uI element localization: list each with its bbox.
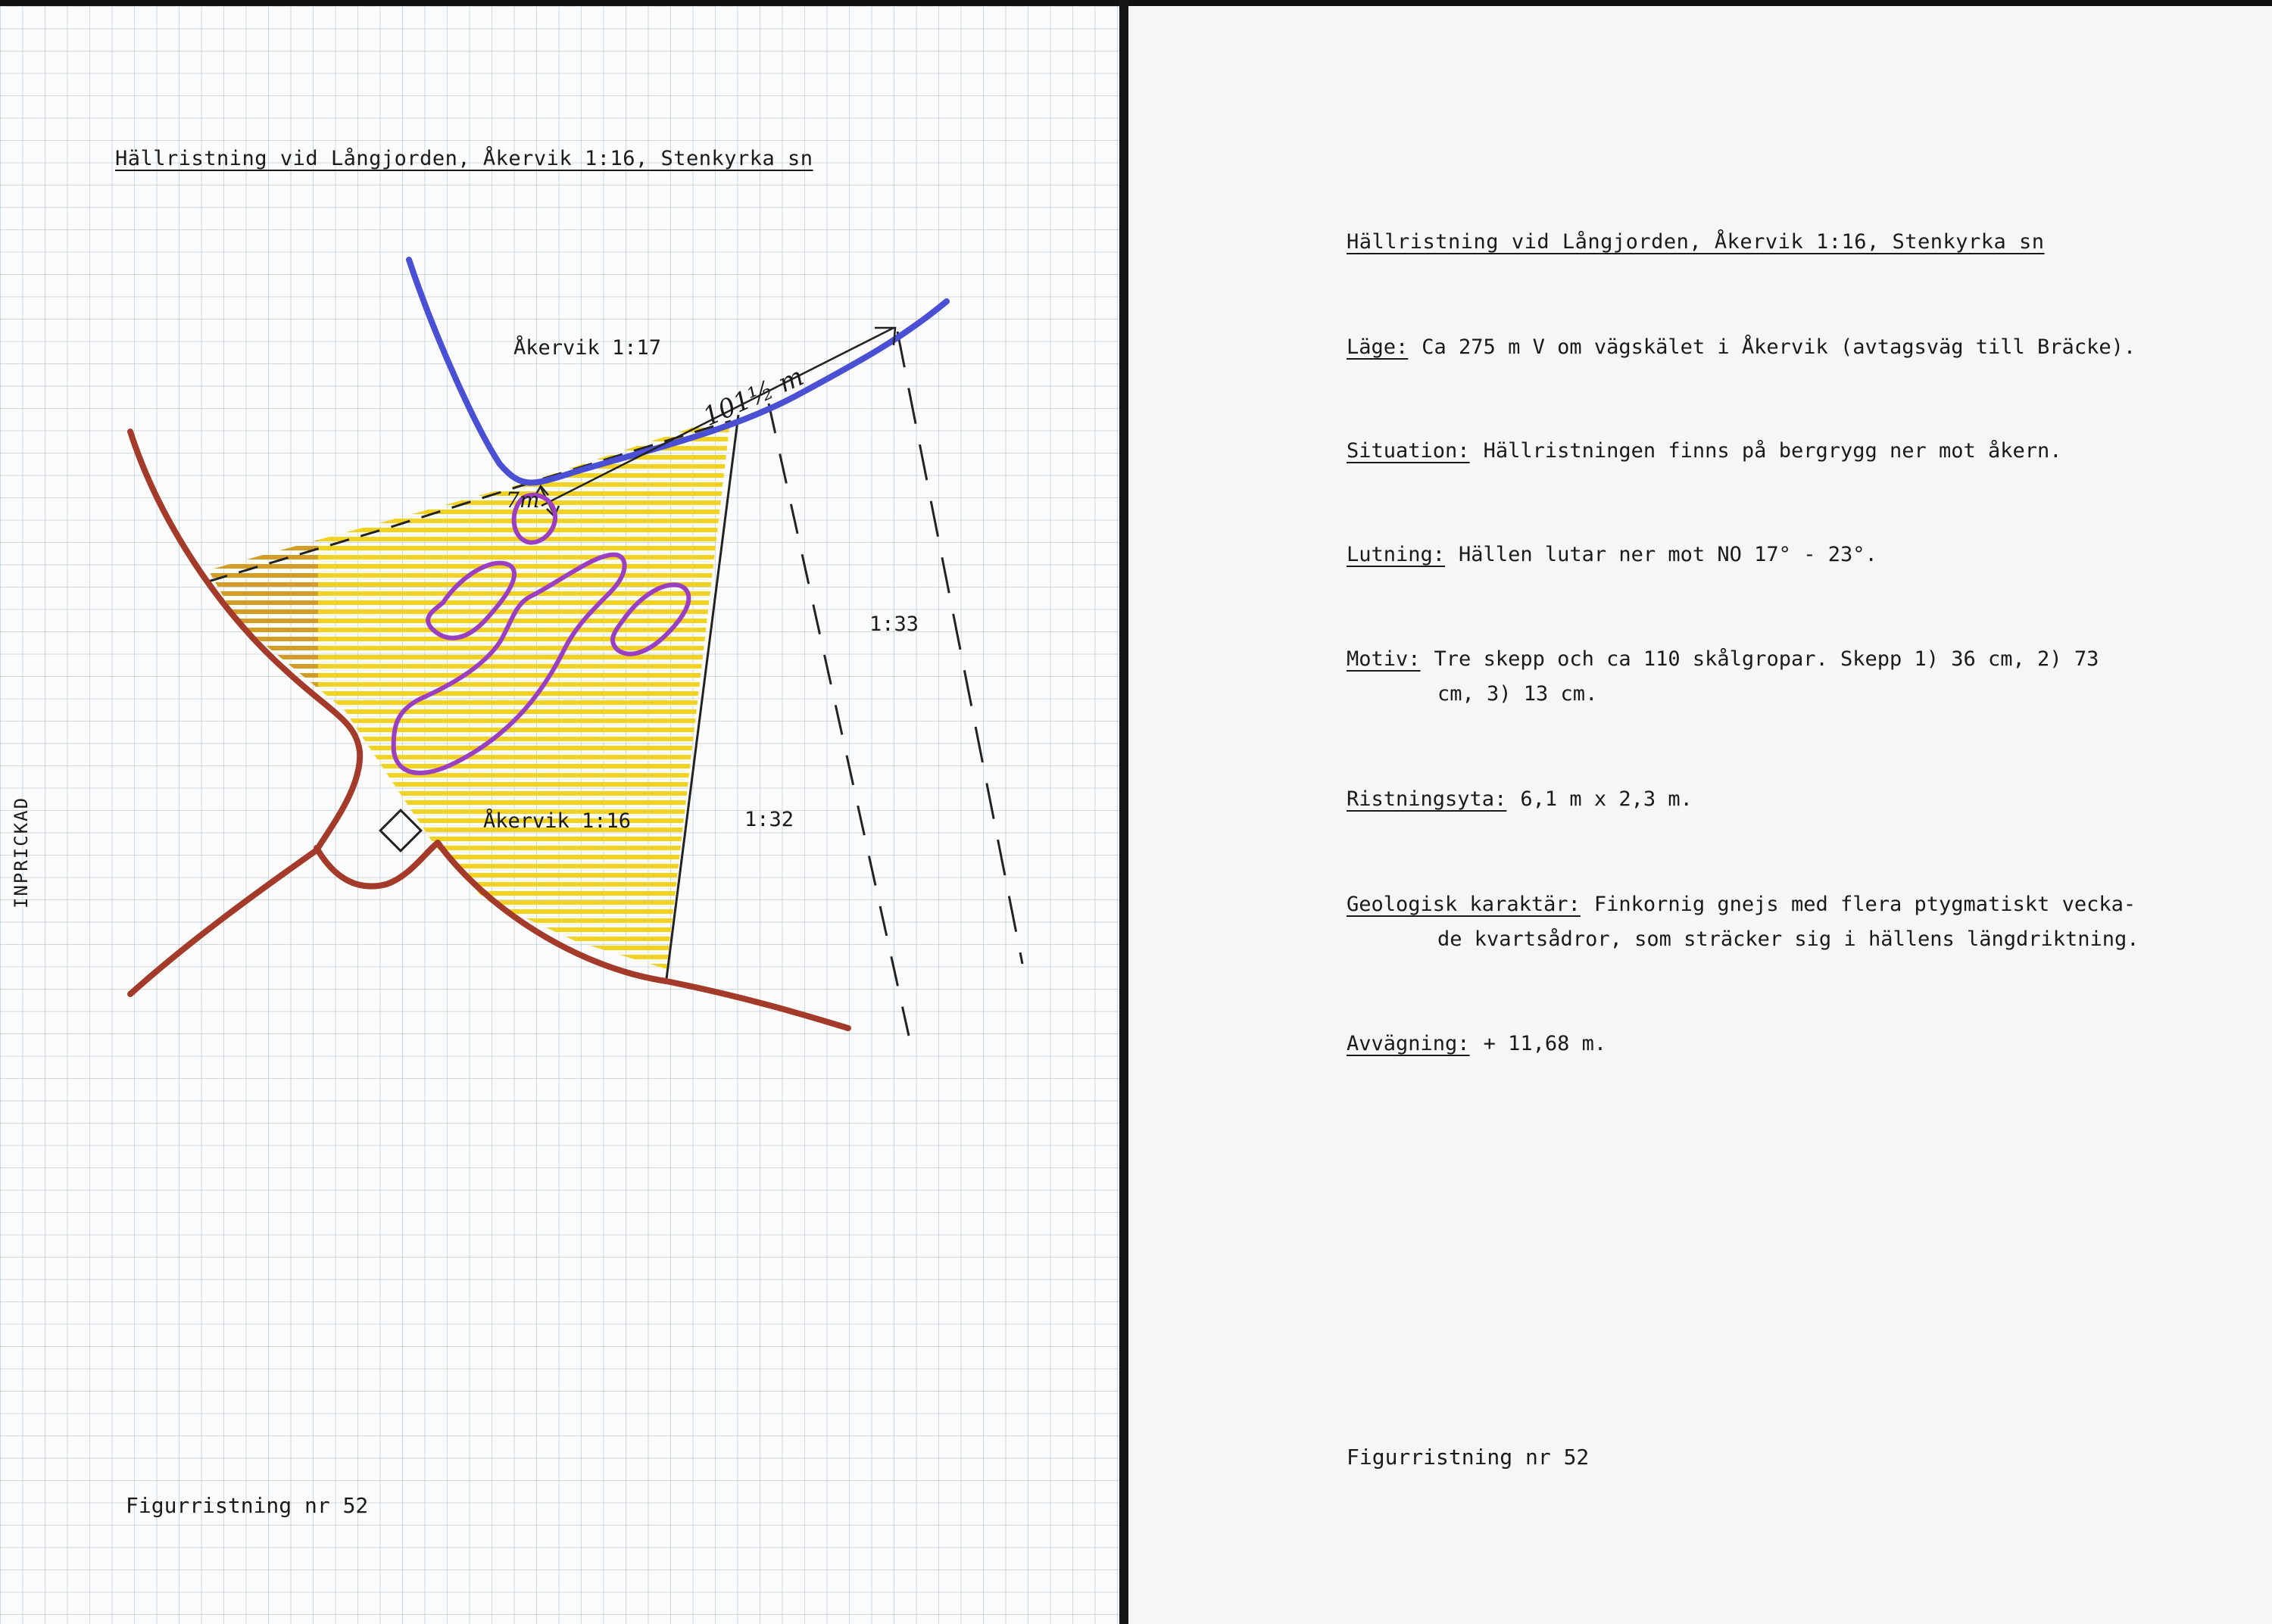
field-geologisk <box>1347 887 2240 957</box>
field-lage-value: Ca 275 m V om vägskälet i Åkervik (avtagsväg till Bräcke). <box>1422 335 2136 359</box>
site-sketch-map <box>0 6 1119 1624</box>
red-road-loop <box>317 843 438 887</box>
area-edge-line <box>666 415 738 979</box>
field-ristningsyta-label: Ristningsyta: <box>1347 787 1507 811</box>
field-lutning <box>1347 538 2240 572</box>
figure-number: Figurristning nr 52 <box>126 1493 369 1518</box>
top-edge <box>0 0 2272 6</box>
field-ristningsyta <box>1347 782 2240 817</box>
field-situation-label: Situation: <box>1347 439 1470 463</box>
label-akervik-117: Åkervik 1:17 <box>513 336 662 360</box>
label-akervik-116: Åkervik 1:16 <box>483 809 632 833</box>
field-lutning-label: Lutning: <box>1347 543 1446 566</box>
field-geologisk-value-1: Finkornig gnejs med flera ptygmatiskt vecka- <box>1593 893 2136 916</box>
label-distance-short: 7m <box>506 488 540 513</box>
field-geologisk-label: Geologisk karaktär: <box>1347 893 1581 916</box>
label-133: 1:33 <box>869 613 919 636</box>
description-title: Hällristning vid Långjorden, Åkervik 1:16, Stenkyrka sn <box>1347 230 2045 254</box>
field-ristningsyta-value: 6,1 m x 2,3 m. <box>1520 787 1693 811</box>
page-title: Hällristning vid Långjorden, Åkervik 1:16, Stenkyrka sn <box>115 147 813 170</box>
field-motiv-value-1: Tre skepp och ca 110 skålgropar. Skepp 1) 36 cm, 2) 73 <box>1434 647 2099 671</box>
field-avvagning-label: Avvägning: <box>1347 1032 1470 1055</box>
field-lutning-value: Hällen lutar ner mot NO 17° - 23°. <box>1459 543 1877 566</box>
red-road-lower-right <box>438 843 848 1028</box>
field-motiv-label: Motiv: <box>1347 647 1421 671</box>
field-motiv-value-2: cm, 3) 13 cm. <box>1437 682 1598 706</box>
dashed-line-132 <box>769 404 909 1036</box>
field-lage-label: Läge: <box>1347 335 1409 359</box>
field-geologisk-value-2: de kvartsådror, som sträcker sig i hällens längdriktning. <box>1437 927 2139 951</box>
dashed-line-133 <box>897 332 1022 964</box>
page-gutter <box>1119 0 1128 1624</box>
label-132: 1:32 <box>744 808 794 831</box>
field-avvagning-value: + 11,68 m. <box>1483 1032 1607 1055</box>
description-page <box>1128 6 2272 1624</box>
site-marker-diamond <box>380 810 421 851</box>
description-figure-number: Figurristning nr 52 <box>1347 1445 1590 1470</box>
field-lage <box>1347 330 2240 365</box>
field-situation <box>1347 434 2240 469</box>
field-avvagning <box>1347 1027 2240 1061</box>
side-stamp: INPRICKAD <box>11 796 32 909</box>
field-situation-value: Hällristningen finns på bergrygg ner mot åkern. <box>1483 439 2062 463</box>
sketch-page <box>0 6 1119 1624</box>
label-distance-long: 101½ m <box>698 361 809 433</box>
red-road-lower-left <box>130 850 317 994</box>
field-motiv <box>1347 642 2240 712</box>
hatched-rock-area <box>189 430 750 975</box>
